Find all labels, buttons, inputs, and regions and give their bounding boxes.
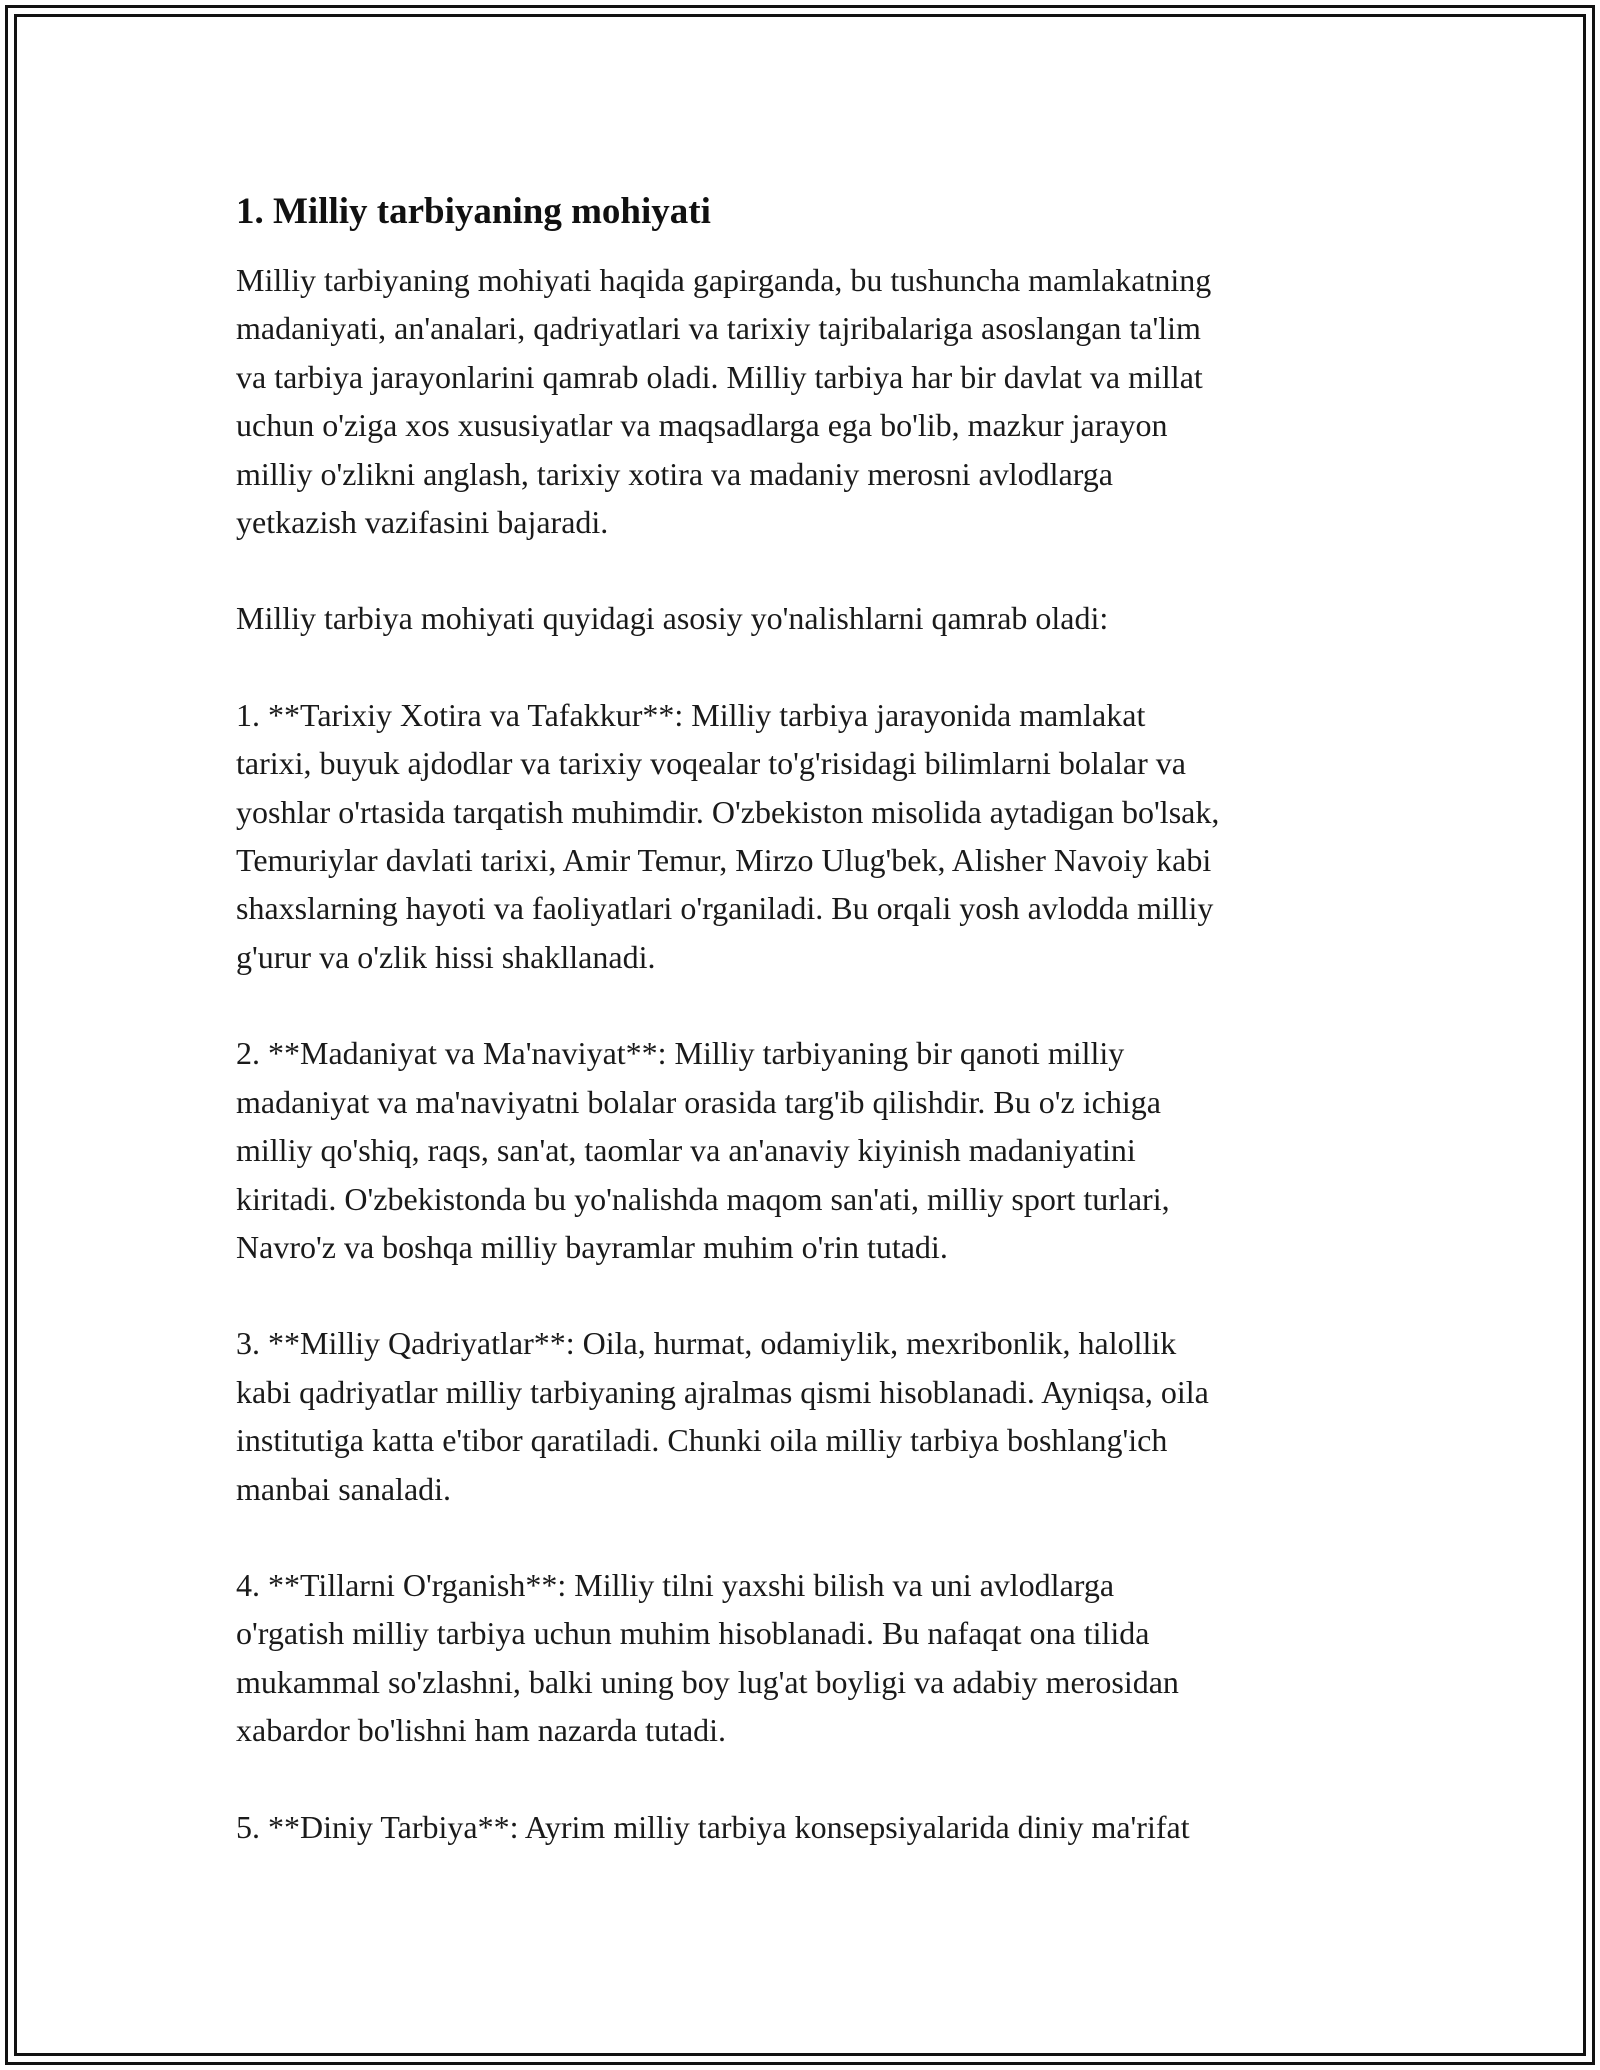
text-line: 5. **Diniy Tarbiya**: Ayrim milliy tarbiya konsepsiyalarida diniy ma'rifat [236,1808,1190,1845]
text-line: milliy o'zlikni anglash, tarixiy xotira va madaniy merosni avlodlarga [236,455,1113,492]
paragraph-item-5 [236,1803,1376,1851]
paragraph-item-1 [236,691,1376,981]
page-title: 1. Milliy tarbiyaning mohiyati [236,191,711,232]
text-line: Milliy tarbiyaning mohiyati haqida gapirganda, bu tushuncha mamlakatning [236,262,1212,298]
document-body [236,186,1376,1899]
text-line: kiritadi. O'zbekistonda bu yo'nalishda maqom san'ati, milliy sport turlari, [236,1180,1170,1217]
text-line: g'urur va o'zlik hissi shakllanadi. [236,938,656,975]
paragraph-item-4 [236,1561,1376,1755]
text-line: yetkazish vazifasini bajaradi. [236,504,609,541]
text-line: 2. **Madaniyat va Ma'naviyat**: Milliy tarbiyaning bir qanoti milliy [236,1035,1125,1072]
text-line: mukammal so'zlashni, balki uning boy lug'at boyligi va adabiy merosidan [236,1663,1179,1700]
text-line: madaniyat va ma'naviyatni bolalar orasida targ'ib qilishdir. Bu o'z ichiga [236,1083,1161,1120]
text-line: 4. **Tillarni O'rganish**: Milliy tilni yaxshi bilish va uni avlodlarga [236,1566,1115,1603]
text-line: shaxslarning hayoti va faoliyatlari o'rganiladi. Bu orqali yosh avlodda milliy [236,890,1214,927]
text-line: Temuriylar davlati tarixi, Amir Temur, Mirzo Ulug'bek, Alisher Navoiy kabi [236,842,1212,879]
text-line: 1. **Tarixiy Xotira va Tafakkur**: Milliy tarbiya jarayonida mamlakat [236,696,1146,733]
text-line: 3. **Milliy Qadriyatlar**: Oila, hurmat, odamiylik, mexribonlik, halollik [236,1325,1177,1362]
text-line: manbai sanaladi. [236,1470,452,1507]
paragraph-item-2 [236,1029,1376,1271]
text-line: yoshlar o'rtasida tarqatish muhimdir. O'zbekiston misolida aytadigan bo'lsak, [236,793,1220,830]
text-line: o'rgatish milliy tarbiya uchun muhim hisoblanadi. Bu nafaqat ona tilida [236,1615,1150,1652]
text-line: tarixi, buyuk ajdodlar va tarixiy voqealar to'g'risidagi bilimlarni bolalar va [236,745,1186,782]
paragraph-intro [236,256,1376,546]
text-line: kabi qadriyatlar milliy tarbiyaning ajralmas qismi hisoblanadi. Ayniqsa, oila [236,1373,1209,1410]
text-line: uchun o'ziga xos xususiyatlar va maqsadlarga ega bo'lib, mazkur jarayon [236,407,1168,444]
text-line: va tarbiya jarayonlarini qamrab oladi. Milliy tarbiya har bir davlat va millat [236,358,1203,395]
text-line: Milliy tarbiya mohiyati quyidagi asosiy yo'nalishlarni qamrab oladi: [236,600,1109,637]
text-line: Navro'z va boshqa milliy bayramlar muhim o'rin tutadi. [236,1228,948,1265]
paragraph-list-intro [236,594,1376,642]
paragraph-item-3 [236,1319,1376,1513]
text-line: institutiga katta e'tibor qaratiladi. Chunki oila milliy tarbiya boshlang'ich [236,1422,1168,1459]
text-line: milliy qo'shiq, raqs, san'at, taomlar va an'anaviy kiyinish madaniyatini [236,1132,1136,1169]
text-line: xabardor bo'lishni ham nazarda tutadi. [236,1712,727,1749]
text-line: madaniyati, an'analari, qadriyatlari va tarixiy tajribalariga asoslangan ta'lim [236,310,1201,347]
